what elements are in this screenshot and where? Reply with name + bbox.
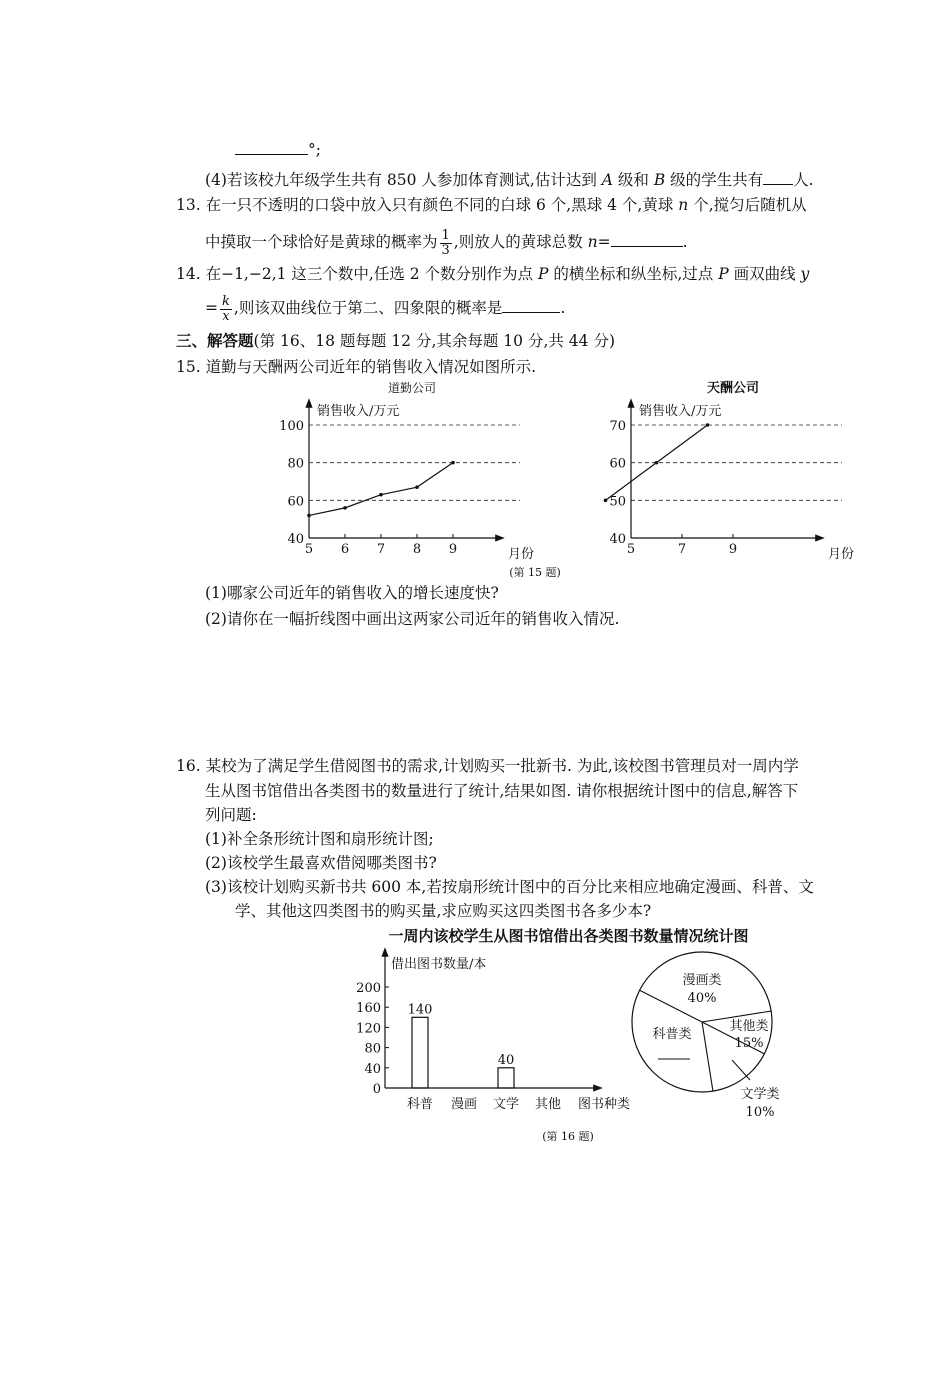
- q12-p4-text-c: 级的学生共有: [665, 171, 764, 189]
- data-point: [343, 506, 347, 510]
- bar: [412, 1017, 428, 1088]
- q15-stem-text: 15. 道勤与天酬两公司近年的销售收入情况如图所示.: [176, 358, 537, 376]
- q14-var-p: P: [538, 265, 549, 283]
- y-tick-label: 200: [356, 981, 381, 996]
- y-tick-label: 70: [609, 419, 626, 434]
- q13-line1: [176, 195, 807, 215]
- pie-slice-value: 10%: [745, 1105, 775, 1120]
- data-point: [655, 461, 659, 465]
- series-line: [309, 463, 453, 516]
- frac-denominator: x: [222, 308, 230, 324]
- y-tick-label: 120: [356, 1021, 381, 1037]
- y-tick-label: 40: [364, 1061, 381, 1077]
- pie-slice-label: 其他类: [729, 1019, 769, 1034]
- x-tick-label: 9: [448, 542, 458, 557]
- pie-slice-label: 漫画类: [682, 973, 722, 988]
- q14-var-y: y: [800, 265, 810, 283]
- leader-line: [732, 1060, 750, 1080]
- y-tick-label: 40: [609, 532, 626, 547]
- q12-p4-var-a: A: [601, 171, 613, 189]
- q13-text-d: ,则放人的黄球总数: [453, 233, 588, 251]
- q15-p1-text: (1)哪家公司近年的销售收入的增长速度快?: [205, 584, 499, 602]
- x-axis-label: 月份: [828, 547, 855, 562]
- frac-numerator: k: [222, 293, 230, 309]
- y-tick-label: 80: [364, 1041, 381, 1057]
- q16-part2: [205, 853, 437, 873]
- q13-eq: =: [597, 233, 611, 251]
- q16-line3-text: 列问题:: [205, 806, 257, 824]
- y-tick-label: 60: [609, 456, 626, 472]
- section-3-note: (第 16、18 题每题 12 分,其余每题 10 分,共 44 分): [253, 332, 615, 350]
- bar: [498, 1068, 514, 1088]
- q16-part3b: [235, 901, 651, 921]
- q13-var-n2: n: [587, 233, 598, 251]
- q15-part1: [205, 583, 499, 603]
- pie-divider: [702, 1022, 713, 1091]
- q16-charts: [0, 940, 950, 1160]
- q12-p4-text-d: 人.: [793, 171, 814, 189]
- q16-p2-text: (2)该校学生最喜欢借阅哪类图书?: [205, 854, 437, 872]
- y-tick-label: 160: [356, 1001, 381, 1017]
- q14-line2: [205, 291, 565, 325]
- x-tick-label: 科普: [406, 1097, 434, 1112]
- q13-var-n: n: [678, 196, 689, 214]
- x-tick-label: 6: [340, 542, 350, 557]
- answer-blank[interactable]: [611, 232, 683, 247]
- data-point: [379, 493, 383, 497]
- x-tick-label: 其他: [534, 1097, 562, 1112]
- q16-p1-text: (1)补全条形统计图和扇形统计图;: [205, 830, 434, 848]
- data-point: [415, 485, 419, 489]
- section-3-title: 三、解答题: [176, 332, 254, 350]
- q16-p3b-text: 学、其他这四类图书的购买量,求应购买这四类图书各多少本?: [235, 902, 652, 920]
- q15-charts: [0, 375, 950, 595]
- data-point: [451, 461, 455, 465]
- pie-slice-label: 科普类: [652, 1027, 692, 1042]
- x-axis-label: 月份: [508, 547, 535, 562]
- q14-text-c: 画双曲线: [728, 265, 801, 283]
- q12-part4: [205, 170, 814, 190]
- q15-part2: [205, 609, 619, 629]
- fraction-one-third: [440, 229, 452, 258]
- q16-line1-text: 16. 某校为了满足学生借阅图书的需求,计划购买一批新书. 为此,该校图书管理员对一周内学: [176, 757, 799, 775]
- x-tick-label: 5: [304, 542, 314, 557]
- q14-end: .: [560, 299, 566, 317]
- q12-p4-text-b: 级和: [612, 171, 654, 189]
- data-point: [604, 499, 608, 503]
- y-tick-label: 50: [609, 494, 626, 510]
- q16-part3a: [205, 877, 814, 897]
- data-label: 40: [497, 1052, 515, 1068]
- y-tick-label: 0: [372, 1082, 381, 1097]
- x-tick-label: 文学: [492, 1097, 520, 1112]
- frac-numerator: 1: [441, 227, 450, 243]
- x-tick-label: 7: [677, 542, 687, 557]
- q16-p3a-text: (3)该校计划购买新书共 600 本,若按扇形统计图中的百分比来相应地确定漫画、科普、文: [205, 878, 814, 896]
- answer-blank[interactable]: [502, 298, 560, 313]
- pie-slice-label: 文学类: [740, 1087, 780, 1102]
- x-tick-label: 漫画: [450, 1097, 478, 1112]
- q16-line3: [205, 805, 257, 825]
- chart-daoqin: [279, 380, 534, 562]
- chart-tianchou: [604, 380, 854, 562]
- q13-text-a: 13. 在一只不透明的口袋中放入只有颜色不同的白球 6 个,黑球 4 个,黄球: [176, 196, 679, 214]
- section-3-heading: [176, 331, 615, 351]
- frac-denominator: 3: [441, 242, 450, 258]
- q13-text-b: 个,搅匀后随机从: [688, 196, 807, 214]
- data-point: [706, 423, 710, 427]
- data-label: 140: [407, 1002, 433, 1018]
- q12-p4-var-b: B: [653, 171, 666, 189]
- q14-text-d: ,则该双曲线位于第二、四象限的概率是: [233, 299, 503, 317]
- y-tick-label: 100: [279, 419, 304, 434]
- pie-slice-value: 15%: [734, 1036, 764, 1051]
- bar-chart-books: [356, 952, 630, 1112]
- y-axis-label: 销售收入/万元: [317, 404, 400, 419]
- fraction-k-over-x: [220, 295, 232, 324]
- q14-var-p2: P: [718, 265, 729, 283]
- q16-line1: [176, 756, 799, 776]
- q15-stem: [176, 357, 536, 377]
- answer-blank[interactable]: [763, 170, 793, 185]
- y-axis-label: 销售收入/万元: [639, 404, 722, 419]
- q15-p2-text: (2)请你在一幅折线图中画出这两家公司近年的销售收入情况.: [205, 610, 620, 628]
- q12-p4-text-a: (4)若该校九年级学生共有 850 人参加体育测试,估计达到: [205, 171, 602, 189]
- x-axis-label: 图书种类: [577, 1097, 631, 1112]
- q14-line1: [176, 264, 809, 284]
- x-tick-label: 8: [412, 542, 422, 557]
- y-tick-label: 40: [287, 532, 304, 547]
- q13-end: .: [682, 233, 688, 251]
- q16-line2-text: 生从图书馆借出各类图书的数量进行了统计,结果如图. 请你根据统计图中的信息,解答下: [205, 782, 799, 800]
- y-axis-label: 借出图书数量/本: [391, 957, 487, 972]
- y-tick-label: 60: [287, 494, 304, 510]
- x-tick-label: 5: [626, 542, 636, 557]
- x-tick-label: 7: [376, 542, 386, 557]
- q16-caption: (第 16 题): [542, 1130, 594, 1143]
- q14-text-a: 14. 在−1,−2,1 这三个数中,任选 2 个数分别作为点: [176, 265, 538, 283]
- q12-tail-text: °;: [308, 141, 321, 159]
- q13-text-c: 中摸取一个球恰好是黄球的概率为: [205, 233, 438, 251]
- q16-line2: [205, 781, 798, 801]
- y-tick-label: 80: [287, 456, 304, 472]
- q16-chart-title: 一周内该校学生从图书馆借出各类图书数量情况统计图: [388, 927, 749, 945]
- answer-blank[interactable]: [235, 140, 308, 155]
- chart-title: 天酬公司: [706, 381, 760, 396]
- chart-title: 道勤公司: [387, 381, 437, 395]
- q15-caption: (第 15 题): [509, 566, 561, 579]
- pie-slice-value: 40%: [687, 991, 717, 1006]
- q12-tail-line: [235, 140, 321, 160]
- pie-chart-books: [632, 952, 780, 1120]
- x-tick-label: 9: [728, 542, 738, 557]
- q14-text-b: 的横坐标和纵坐标,过点: [548, 265, 719, 283]
- q13-line2: [205, 225, 688, 259]
- q14-eq: =: [205, 299, 218, 317]
- data-point: [307, 514, 311, 518]
- q16-part1: [205, 829, 434, 849]
